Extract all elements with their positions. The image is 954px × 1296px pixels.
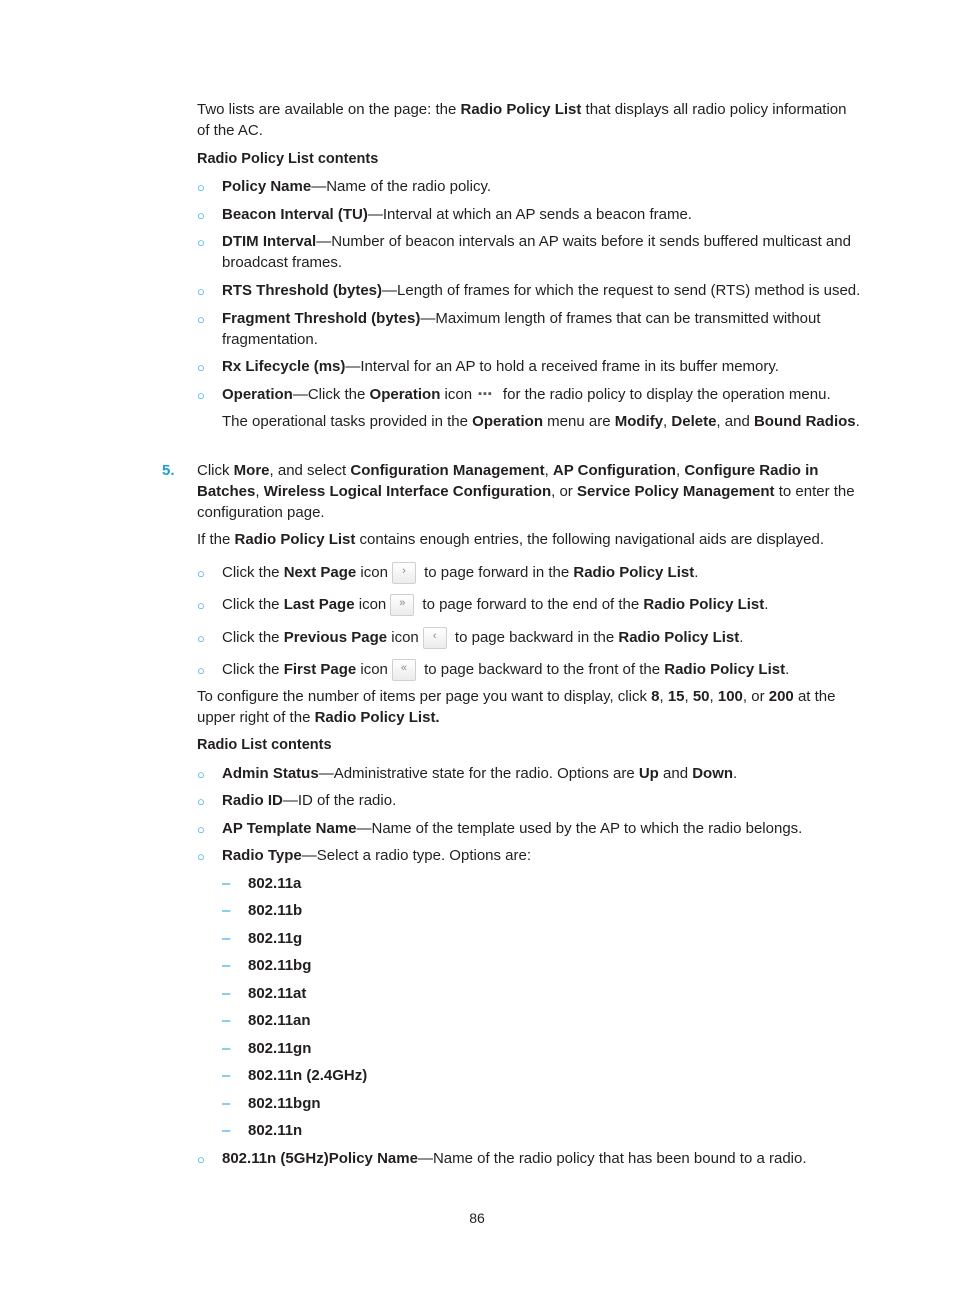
next-page-icon: › xyxy=(392,562,416,584)
list-item: Radio Type—Select a radio type. Options are: xyxy=(222,847,532,864)
operation-icon: ▪▪▪ xyxy=(478,388,493,400)
radio-list-heading: Radio List contents xyxy=(197,737,332,753)
list-item-previous-page: Click the Previous Page icon ‹ to page backward in the Radio Policy List. xyxy=(222,627,862,656)
radio-type-item: 802.11gn xyxy=(248,1040,312,1057)
list-item: DTIM Interval—Number of beacon intervals an AP waits before it sends buffered multicast and broadcast frames. xyxy=(222,233,851,271)
list-item: 802.11n (5GHz)Policy Name—Name of the radio policy that has been bound to a radio. xyxy=(222,1150,807,1167)
previous-page-icon: ‹ xyxy=(423,627,447,649)
list-bullet: ○ xyxy=(197,663,205,678)
dash-bullet: – xyxy=(222,875,231,892)
list-item: RTS Threshold (bytes)—Length of frames for which the request to send (RTS) method is used. xyxy=(222,282,861,299)
step-5-paragraph: Click More, and select Configuration Management, AP Configuration, Configure Radio in Batches, Wireless Logical Interface Configuration, or Service Policy Management to enter the configuration page. xyxy=(197,462,855,521)
radio-type-item: 802.11bg xyxy=(248,957,312,974)
radio-type-item: 802.11g xyxy=(248,930,303,947)
list-item: AP Template Name—Name of the template used by the AP to which the radio belongs. xyxy=(222,820,803,837)
list-bullet: ○ xyxy=(197,822,205,837)
dash-bullet: – xyxy=(222,1095,231,1112)
nav-intro-paragraph: If the Radio Policy List contains enough entries, the following navigational aids are displayed. xyxy=(197,531,825,548)
step-number: 5. xyxy=(162,462,175,479)
intro-paragraph: Two lists are available on the page: the Radio Policy List that displays all radio policy information of the AC. xyxy=(197,101,847,139)
list-bullet: ○ xyxy=(197,631,205,646)
radio-type-item: 802.11n xyxy=(248,1122,303,1139)
radio-type-item: 802.11an xyxy=(248,1012,311,1029)
list-bullet: ○ xyxy=(197,312,205,327)
list-bullet: ○ xyxy=(197,849,205,864)
list-item-next-page: Click the Next Page icon › to page forward in the Radio Policy List. xyxy=(222,562,862,591)
list-bullet: ○ xyxy=(197,208,205,223)
dash-bullet: – xyxy=(222,985,231,1002)
radio-type-item: 802.11n (2.4GHz) xyxy=(248,1067,368,1084)
radio-type-item: 802.11a xyxy=(248,875,302,892)
radio-type-item: 802.11at xyxy=(248,985,307,1002)
list-bullet: ○ xyxy=(197,180,205,195)
last-page-icon: » xyxy=(390,594,414,616)
list-bullet: ○ xyxy=(197,767,205,782)
dash-bullet: – xyxy=(222,1122,231,1139)
list-bullet: ○ xyxy=(197,235,205,250)
list-item-first-page: Click the First Page icon « to page backward to the front of the Radio Policy List. xyxy=(222,659,862,688)
list-item-last-page: Click the Last Page icon » to page forward to the end of the Radio Policy List. xyxy=(222,594,862,623)
operation-tasks-paragraph: The operational tasks provided in the Operation menu are Modify, Delete, and Bound Radios. xyxy=(222,413,860,430)
dash-bullet: – xyxy=(222,957,231,974)
page-number: 86 xyxy=(469,1210,485,1226)
list-item: Rx Lifecycle (ms)—Interval for an AP to hold a received frame in its buffer memory. xyxy=(222,358,779,375)
list-bullet: ○ xyxy=(197,598,205,613)
dash-bullet: – xyxy=(222,902,231,919)
dash-bullet: – xyxy=(222,1012,231,1029)
list-bullet: ○ xyxy=(197,360,205,375)
list-item: Policy Name—Name of the radio policy. xyxy=(222,178,492,195)
list-item: Radio ID—ID of the radio. xyxy=(222,792,397,809)
first-page-icon: « xyxy=(392,659,416,681)
list-item-admin-status: Admin Status—Administrative state for the radio. Options are Up and Down. xyxy=(222,765,738,782)
radio-type-item: 802.11bgn xyxy=(248,1095,321,1112)
dash-bullet: – xyxy=(222,1040,231,1057)
list-bullet: ○ xyxy=(197,1152,205,1167)
per-page-paragraph: To configure the number of items per page you want to display, click 8, 15, 50, 100, or 200 at the upper right of the Radio Policy List. xyxy=(197,688,836,726)
list-bullet: ○ xyxy=(197,566,205,581)
list-bullet: ○ xyxy=(197,284,205,299)
radio-policy-list-heading: Radio Policy List contents xyxy=(197,151,379,167)
list-item: Beacon Interval (TU)—Interval at which an AP sends a beacon frame. xyxy=(222,206,692,223)
list-item: Fragment Threshold (bytes)—Maximum length of frames that can be transmitted without fragmentation. xyxy=(222,310,821,348)
list-item-operation: Operation—Click the Operation icon ▪▪▪ for the radio policy to display the operation menu. xyxy=(222,386,831,403)
radio-type-item: 802.11b xyxy=(248,902,303,919)
list-bullet: ○ xyxy=(197,794,205,809)
list-bullet: ○ xyxy=(197,388,205,403)
dash-bullet: – xyxy=(222,1067,231,1084)
dash-bullet: – xyxy=(222,930,231,947)
